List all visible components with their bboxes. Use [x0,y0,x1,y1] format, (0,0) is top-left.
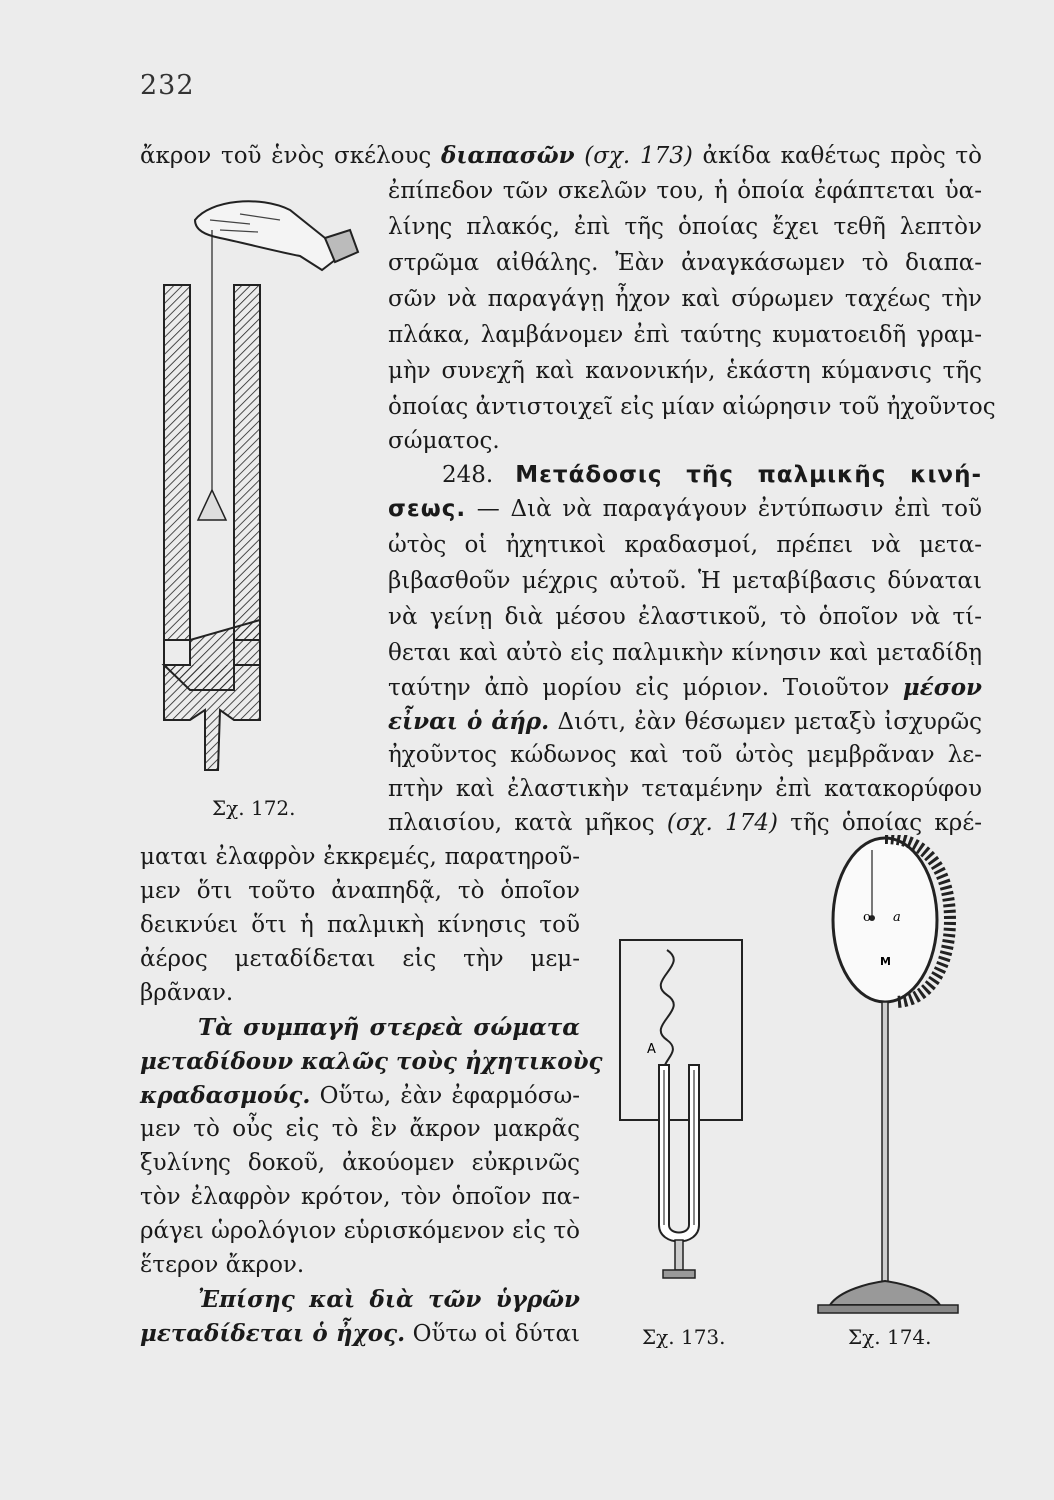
text-line [140,1046,603,1078]
text-line: βρᾶναν. [140,980,234,1006]
stand-pole [882,1002,888,1282]
term-air: εἶναι ὁ ἀήρ. [388,708,550,735]
text-line: μαται ἐλαφρὸν ἐκκρεμές, παρατηροῦ- [140,844,580,870]
caption-fig-173: Σχ. 173. [642,1325,726,1349]
text-span: ἄκρον τοῦ ἑνὸς σκέλους [140,143,442,169]
text-span: Οὕτω οἱ δύται [405,1321,581,1347]
figure-174 [810,835,980,1315]
figure-172 [150,190,380,790]
text-line: πλάκα, λαμβάνομεν ἐπὶ ταύτης κυματοειδῆ γραμ- [388,322,982,348]
text-line: ἐπίπεδον τῶν σκελῶν του, ἡ ὁποία ἐφάπτεται ὑα- [388,178,982,204]
figure-ref: (σχ. 173) [574,143,693,169]
text-span: πλαισίου, κατὰ μῆκος [388,810,667,836]
term-solids: κραδασμούς. [140,1082,311,1109]
label-m: M [880,955,891,968]
text-line: σώματος. [388,428,500,454]
text-span: Διότι, ἐὰν θέσωμεν μεταξὺ ἰσχυρῶς [549,709,982,735]
tube-nozzle [164,665,260,770]
glass-plate [620,940,742,1120]
text-line: ἠχοῦντος κώδωνος καὶ τοῦ ὠτὸς μεμβρᾶναν λε- [388,742,982,768]
text-line: νὰ γείνῃ διὰ μέσου ἐλαστικοῦ, τὸ ὁποῖον νὰ τί- [388,604,982,630]
text-line: ξυλίνης δοκοῦ, ἀκούομεν εὐκρινῶς [140,1150,580,1176]
section-heading [442,460,982,491]
text-span: τῆς ὁποίας κρέ- [777,810,983,836]
text-line: ἕτερον ἄκρον. [140,1252,305,1278]
text-line: βιβασθοῦν μέχρις αὐτοῦ. Ἡ μεταβίβασις δύναται [388,568,982,594]
tube-wall-right [234,285,260,640]
text-line [140,1318,580,1350]
stand-base [830,1281,940,1305]
text-line [388,706,982,738]
text-line [198,1012,580,1044]
label-a-lower: a [893,910,901,925]
text-line [140,1080,580,1112]
text-line: μὴν συνεχῆ καὶ κανονικήν, ἑκάστη κύμανσις τῆς [388,358,982,384]
hand-icon [195,201,358,270]
text-line: λίνης πλακός, ἐπὶ τῆς ὁποίας ἔχει τεθῆ λεπτὸν [388,214,982,240]
membrane [833,838,937,1002]
text-line: ὁποίας ἀντιστοιχεῖ εἰς μίαν αἰώρησιν τοῦ ἠχοῦντος [388,394,996,420]
text-line: μεν τὸ οὖς εἰς τὸ ἓν ἄκρον μακρᾶς [140,1116,580,1142]
text-line: σῶν νὰ παραγάγῃ ἦχον καὶ σύρωμεν ταχέως τὴν [388,286,982,312]
page-number: 232 [140,70,195,101]
text-line [388,672,982,704]
term-liquids: μεταδίδεται ὁ ἦχος. [140,1320,406,1347]
text-span: Οὕτω, ἐὰν ἐφαρμόσω- [310,1083,580,1109]
text-line: ράγει ὡρολόγιον εὑρισκόμενον εἰς τὸ [140,1218,580,1244]
tube-wall-left [164,285,190,640]
label-o: o [863,910,871,925]
pendulum-bob [198,490,226,520]
term-solids: Τὰ συμπαγῆ στερεὰ σώματα [198,1014,580,1041]
term-liquids: Ἐπίσης καὶ διὰ τῶν ὑγρῶν [198,1286,580,1313]
figure-173 [615,935,755,1305]
fork-base [663,1270,695,1278]
text-line: στρῶμα αἰθάλης. Ἐὰν ἀναγκάσωμεν τὸ διαπα- [388,250,982,276]
text-line [140,140,982,172]
text-span: ἀκίδα καθέτως πρὸς τὸ [692,143,982,169]
label-a-upper: A [647,1042,656,1057]
caption-fig-174: Σχ. 174. [848,1325,932,1349]
section-number: 248. [442,462,494,488]
figure-ref: (σχ. 174) [666,810,778,836]
text-line: πτὴν καὶ ἐλαστικὴν τεταμένην ἐπὶ κατακορύφου [388,776,982,802]
text-span: — Διὰ νὰ παραγάγουν ἐντύπωσιν ἐπὶ τοῦ [466,496,982,522]
text-line: ὠτὸς οἱ ἠχητικοὶ κραδασμοί, πρέπει νὰ μετα- [388,532,982,558]
text-line: τὸν ἐλαφρὸν κρότον, τὸν ὁποῖον πα- [140,1184,580,1210]
text-line [388,494,982,525]
text-line [198,1284,580,1316]
text-line: δεικνύει ὅτι ἡ παλμικὴ κίνησις τοῦ [140,912,580,938]
text-line: θεται καὶ αὐτὸ εἰς παλμικὴν κίνησιν καὶ μεταδίδῃ [388,640,982,666]
term-solids: μεταδίδουν καλῶς τοὺς ἠχητικοὺς [140,1048,603,1075]
section-title: Μετάδοσις τῆς παλμικῆς κινή- [515,462,982,488]
wave-trace [661,950,674,1075]
text-line: ἀέρος μεταδίδεται εἰς τὴν μεμ- [140,946,580,972]
text-line: μεν ὅτι τοῦτο ἀναπηδᾷ, τὸ ὁποῖον [140,878,580,904]
section-title-end: σεως. [388,496,467,522]
term-medium: μέσον [902,674,982,701]
caption-fig-172: Σχ. 172. [212,796,296,820]
text-span: ταύτην ἀπὸ μορίου εἰς μόριον. Τοιοῦτον [388,675,903,701]
term-tuning-fork: διαπασῶν [441,142,575,169]
